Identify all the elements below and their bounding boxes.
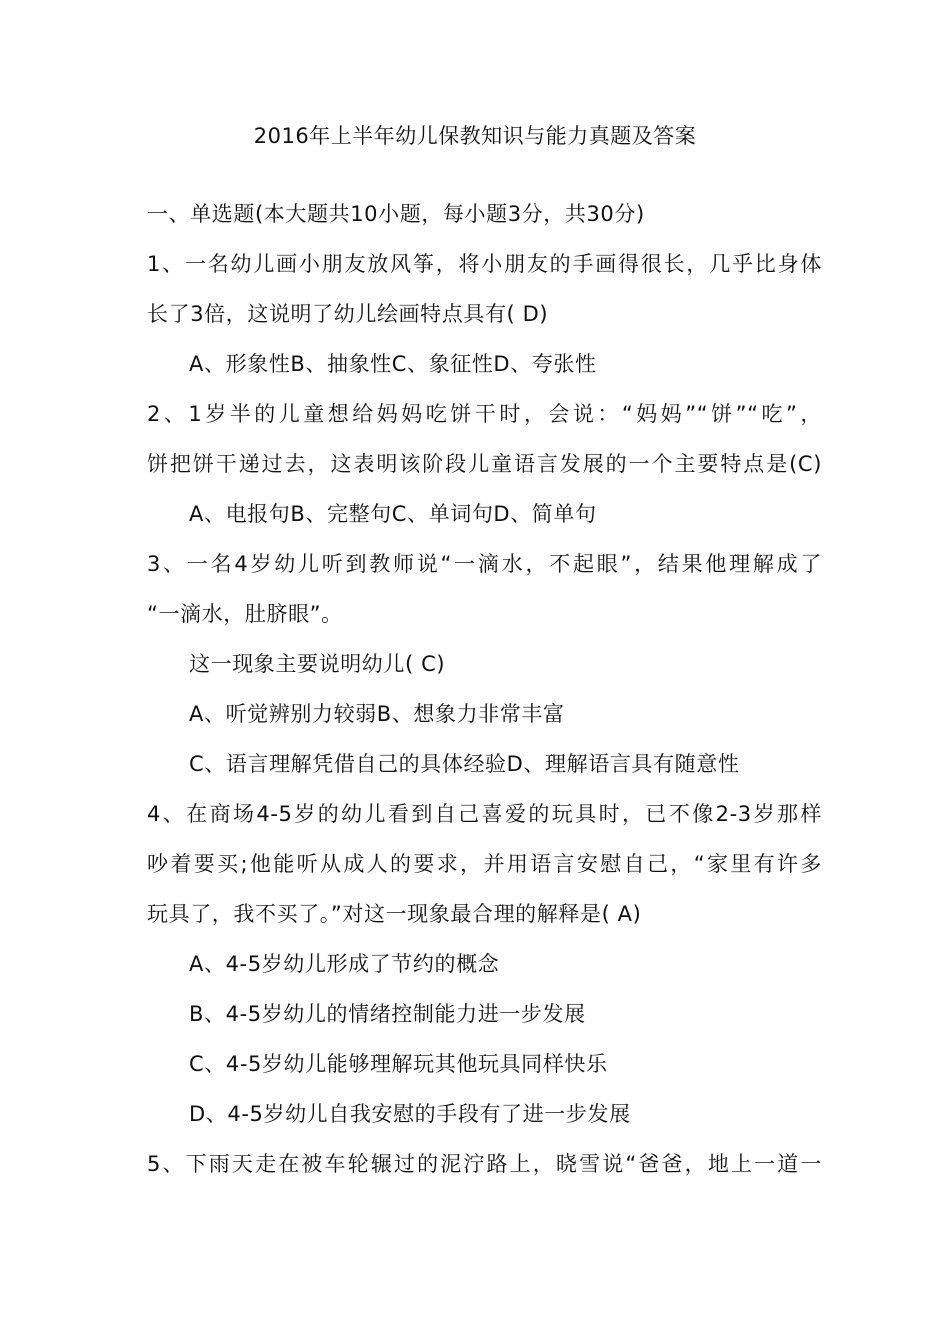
question-option-line: A、4-5岁幼儿形成了节约的概念 [189, 952, 500, 976]
question-stem-line: 3、一名4岁幼儿听到教师说“一滴水，不起眼”，结果他理解成了 [147, 552, 822, 576]
question-option-line: A、形象性B、抽象性C、象征性D、夸张性 [189, 352, 597, 376]
question-1 [147, 239, 822, 389]
question-stem-line: 2、1岁半的儿童想给妈妈吃饼干时，会说：“妈妈”“饼”“吃”， [147, 402, 822, 426]
section-heading: 一、单选题(本大题共10小题，每小题3分，共30分) [147, 202, 645, 226]
question-2 [147, 389, 822, 539]
question-3 [147, 539, 822, 789]
question-option-line: C、4-5岁幼儿能够理解玩其他玩具同样快乐 [189, 1052, 608, 1076]
question-stem-line: 4、在商场4-5岁的幼儿看到自己喜爱的玩具时，已不像2-3岁那样 [147, 802, 822, 826]
document-body [147, 189, 822, 1189]
question-option-line: 这一现象主要说明幼儿( C) [189, 652, 446, 676]
question-option-line: D、4-5岁幼儿自我安慰的手段有了进一步发展 [189, 1102, 631, 1126]
question-option-line: A、电报句B、完整句C、单词句D、简单句 [189, 502, 597, 526]
question-stem-line: 5、下雨天走在被车轮辗过的泥泞路上，晓雪说“爸爸，地上一道一 [147, 1152, 822, 1176]
document-title: 2016年上半年幼儿保教知识与能力真题及答案 [253, 124, 697, 148]
question-option-line: A、听觉辨别力较弱B、想象力非常丰富 [189, 702, 565, 726]
question-stem-line: 1、一名幼儿画小朋友放风筝，将小朋友的手画得很长，几乎比身体 [147, 252, 822, 276]
question-stem-line: 饼把饼干递过去，这表明该阶段儿童语言发展的一个主要特点是(C) [147, 452, 822, 476]
question-option-line: B、4-5岁幼儿的情绪控制能力进一步发展 [189, 1002, 586, 1026]
question-stem-line: “一滴水，肚脐眼”。 [147, 602, 343, 626]
question-stem-line: 玩具了，我不买了。”对这一现象最合理的解释是( A) [147, 902, 642, 926]
question-4 [147, 789, 822, 1139]
question-option-line: C、语言理解凭借自己的具体经验D、理解语言具有随意性 [189, 752, 740, 776]
question-stem-line: 长了3倍，这说明了幼儿绘画特点具有( D) [147, 302, 549, 326]
question-stem-line: 吵着要买;他能听从成人的要求，并用语言安慰自己，“家里有许多 [147, 852, 822, 876]
question-5 [147, 1139, 822, 1189]
